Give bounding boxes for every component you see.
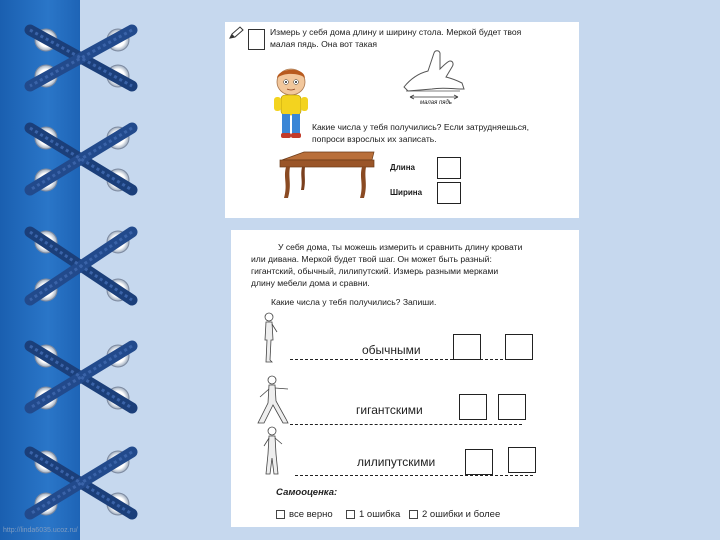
hand-caption: малая пядь xyxy=(420,100,452,106)
lace-x-2 xyxy=(30,127,132,191)
laces-decoration xyxy=(0,0,160,540)
normal-box-2[interactable] xyxy=(505,334,533,360)
option-one-error[interactable] xyxy=(346,509,400,520)
lace-x-1 xyxy=(30,29,132,87)
width-input-box[interactable] xyxy=(437,182,461,204)
option-two-errors-label: 2 ошибки и более xyxy=(422,509,501,520)
option-two-errors[interactable] xyxy=(409,509,500,520)
tiny-box-2[interactable] xyxy=(508,447,536,473)
hand-span-illustration xyxy=(398,47,470,105)
checkbox-icon[interactable] xyxy=(409,510,418,519)
option-one-error-label: 1 ошибка xyxy=(359,509,401,520)
table-illustration xyxy=(276,150,378,202)
checkbox-icon[interactable] xyxy=(346,510,355,519)
top-question-line1: Какие числа у тебя получились? Если затрудняешься, xyxy=(312,122,530,132)
pencil-icon xyxy=(229,26,245,40)
row-label-tiny: лилипутскими xyxy=(357,455,436,469)
tiny-box-1[interactable] xyxy=(465,449,493,475)
length-input-box[interactable] xyxy=(437,157,461,179)
width-label: Ширина xyxy=(390,188,423,197)
row-label-normal: обычными xyxy=(362,343,421,357)
normal-box-1[interactable] xyxy=(453,334,481,360)
bottom-task-line1: У себя дома, ты можешь измерить и сравнить длину кровати xyxy=(278,242,523,252)
task-checkbox[interactable] xyxy=(248,29,265,50)
bottom-task-line4: длину мебели дома и сравни. xyxy=(251,278,370,288)
top-question-line2: попроси взрослых их записать. xyxy=(312,134,437,144)
bottom-task-line2: или дивана. Меркой будет твой шаг. Он может быть разный: xyxy=(251,254,492,264)
checkbox-icon[interactable] xyxy=(276,510,285,519)
length-label: Длина xyxy=(390,163,415,172)
lace-x-5 xyxy=(30,451,132,515)
top-task-line2: малая пядь. Она вот такая xyxy=(270,39,378,49)
lace-x-3 xyxy=(30,231,132,301)
self-assessment-title: Самооценка: xyxy=(276,487,338,498)
answer-line-tiny xyxy=(295,475,533,476)
option-all-correct-label: все верно xyxy=(289,509,333,520)
row-label-giant: гигантскими xyxy=(356,403,423,417)
giant-box-2[interactable] xyxy=(498,394,526,420)
walking-figure-giant xyxy=(252,375,294,427)
walking-figure-normal xyxy=(258,312,280,364)
footer-url: http://linda6035.ucoz.ru/ xyxy=(3,527,78,534)
bottom-task-line5: Какие числа у тебя получились? Запиши. xyxy=(271,297,437,307)
lace-x-4 xyxy=(30,345,132,409)
giant-box-1[interactable] xyxy=(459,394,487,420)
bottom-task-line3: гигантский, обычный, лилипутский. Измерь разными мерками xyxy=(251,266,499,276)
answer-line-giant xyxy=(290,424,522,425)
top-task-line1: Измерь у себя дома длину и ширину стола. Меркой будет твоя xyxy=(270,27,522,37)
option-all-correct[interactable] xyxy=(276,509,333,520)
answer-line-normal xyxy=(290,359,528,360)
boy-illustration xyxy=(270,64,312,140)
walking-figure-tiny xyxy=(260,426,286,478)
